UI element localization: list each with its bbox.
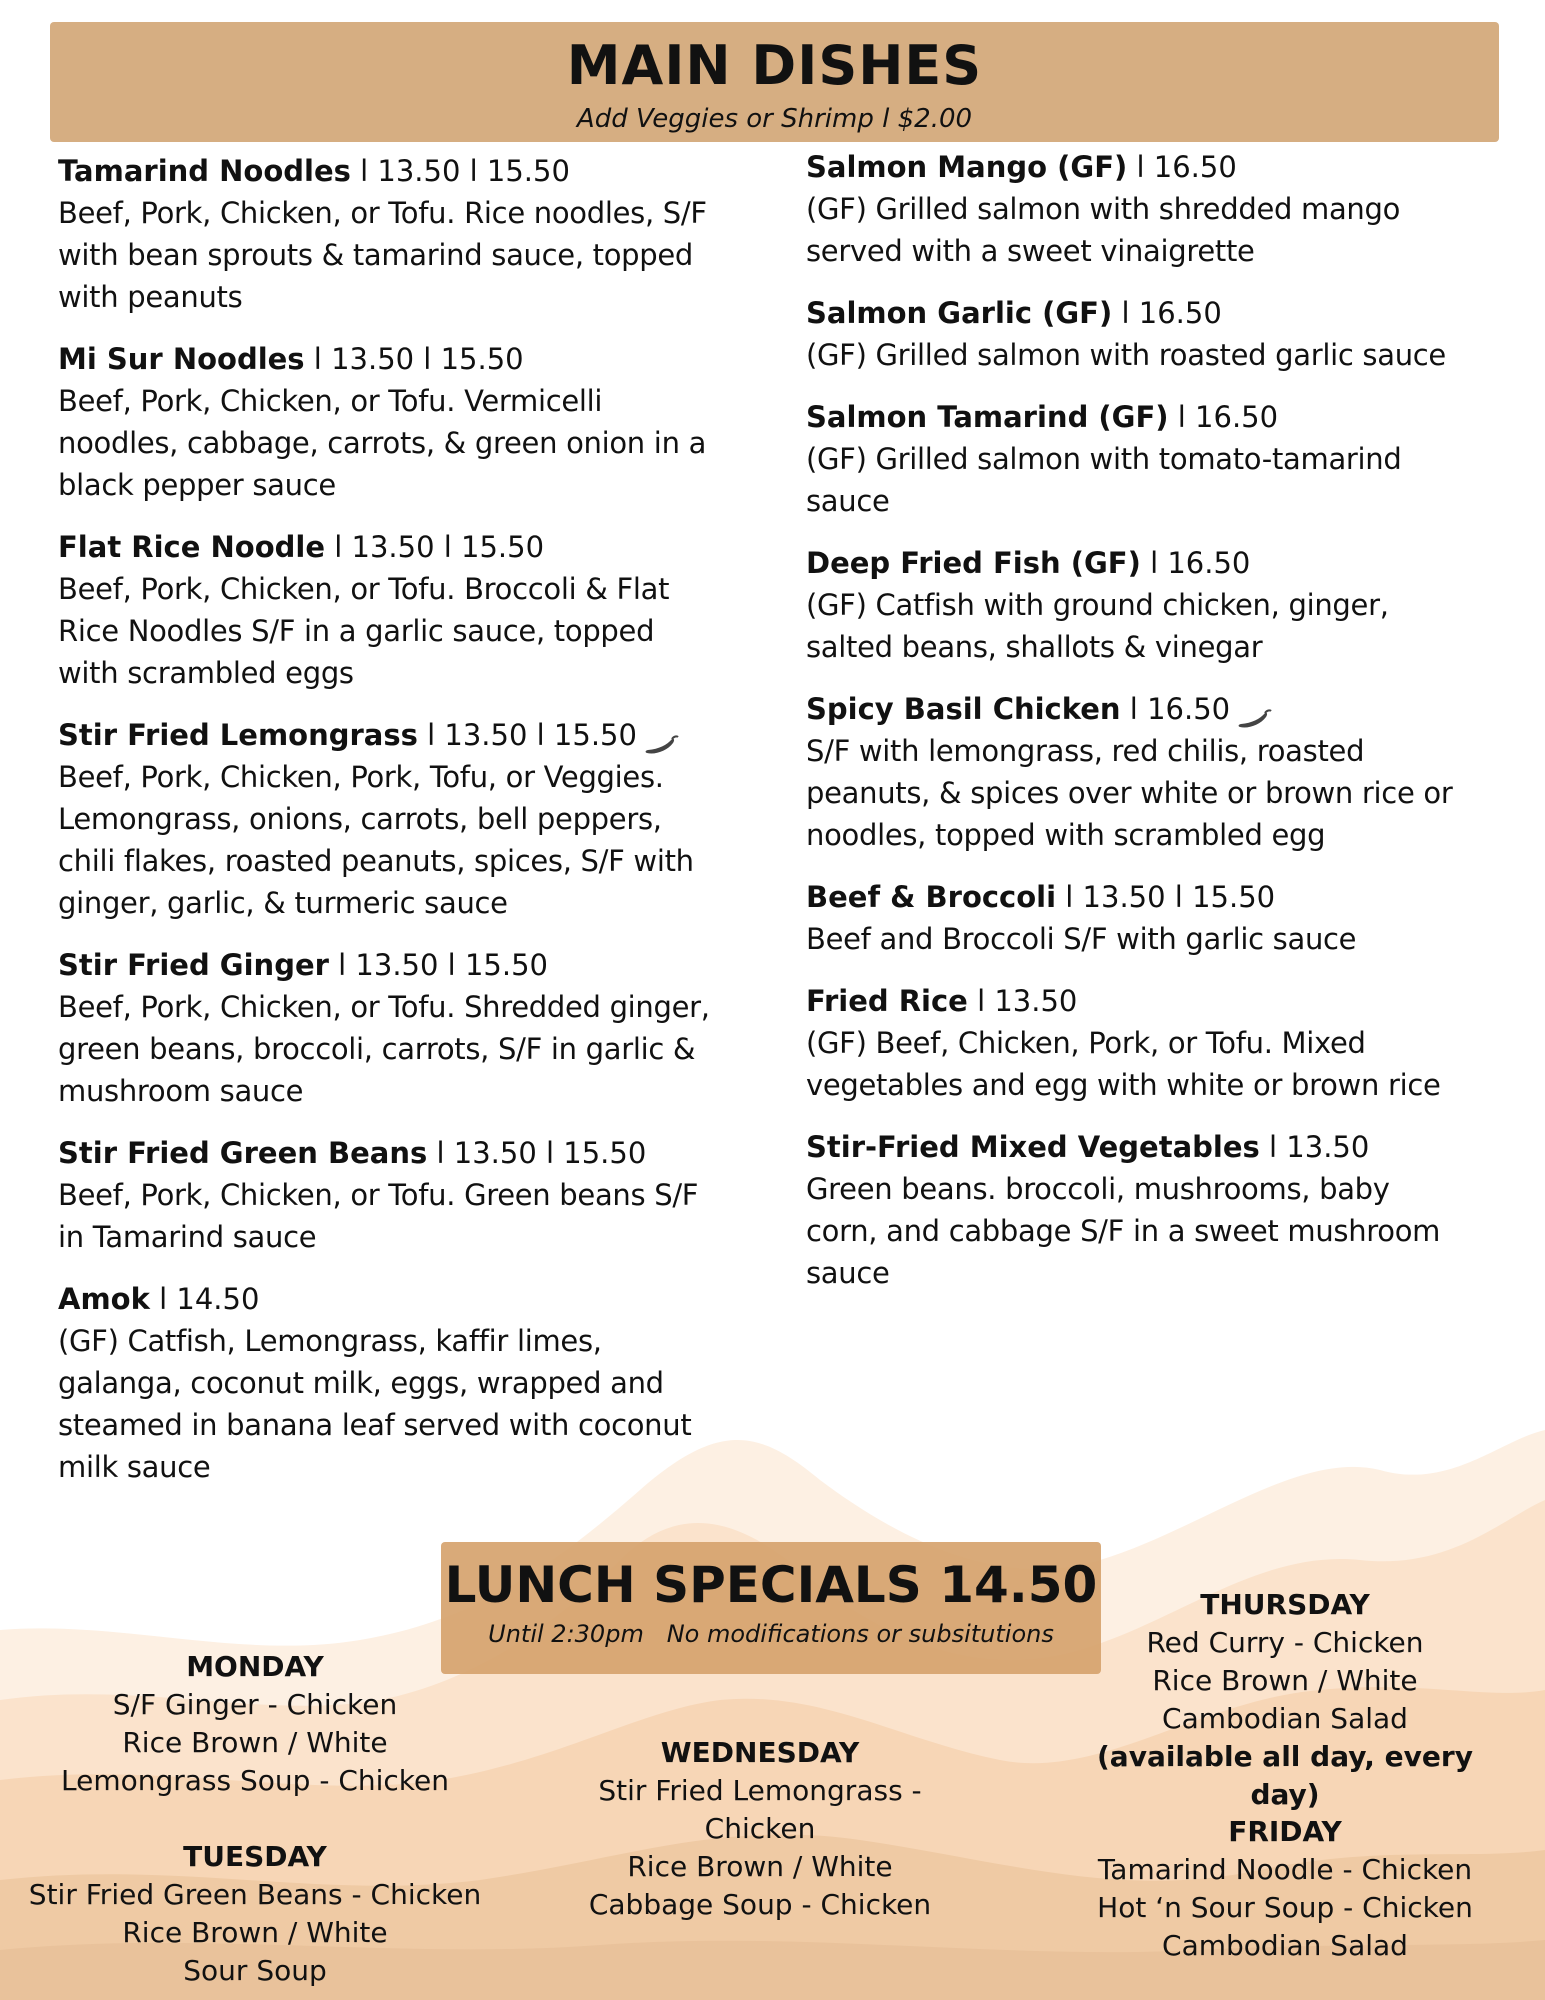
dish-description-line: (GF) Catfish, Lemongrass, kaffir limes, xyxy=(58,1324,602,1358)
dish-description-line: noodles, cabbage, carrots, & green onion in a xyxy=(58,426,707,460)
day-line: Hot ‘n Sour Soup - Chicken xyxy=(1097,1891,1473,1924)
lunch-specials-title: LUNCH SPECIALS 14.50 xyxy=(444,1556,1098,1614)
day-line: Cambodian Salad xyxy=(1162,1929,1408,1962)
dish-description-line: (GF) Grilled salmon with shredded mango xyxy=(806,192,1401,226)
lunch-specials-note: Until 2:30pm No modifications or subsitutions xyxy=(488,1620,1054,1648)
dish-description-line: (GF) Grilled salmon with tomato-tamarind xyxy=(806,442,1402,476)
day-note: (available all day, every day) xyxy=(1097,1740,1473,1811)
dish-heading xyxy=(58,338,768,380)
dish-heading xyxy=(806,1126,1506,1168)
dish-description-line: sauce xyxy=(806,484,890,518)
dish-name: Mi Sur Noodles xyxy=(58,342,305,376)
dish-price: l 13.50 l 15.50 xyxy=(417,718,637,752)
dish-description-line: with bean sprouts & tamarind sauce, topped xyxy=(58,238,694,272)
dish-name: Salmon Mango (GF) xyxy=(806,150,1128,184)
right-dish-column xyxy=(806,146,1506,1314)
dish-price: l 16.50 xyxy=(1120,692,1231,726)
dish-item xyxy=(806,980,1506,1106)
dish-item xyxy=(58,944,768,1112)
dish-name: Beef & Broccoli xyxy=(806,880,1057,914)
dish-description-line: with scrambled eggs xyxy=(58,656,354,690)
main-dishes-header xyxy=(50,22,1499,142)
day-tuesday xyxy=(10,1838,500,1990)
dish-description-line: served with a sweet vinaigrette xyxy=(806,234,1255,268)
dish-item xyxy=(58,150,768,318)
dish-name: Salmon Tamarind (GF) xyxy=(806,400,1169,434)
dish-description-line: Beef and Broccoli S/F with garlic sauce xyxy=(806,922,1357,956)
dish-name: Tamarind Noodles xyxy=(58,154,351,188)
day-line: Stir Fried Green Beans - Chicken xyxy=(28,1878,482,1911)
dish-name: Deep Fried Fish (GF) xyxy=(806,546,1141,580)
day-name: TUESDAY xyxy=(183,1840,327,1873)
dish-description-line: Beef, Pork, Chicken, Pork, Tofu, or Veggies. xyxy=(58,760,664,794)
dish-heading xyxy=(806,688,1506,730)
dish-price: l 13.50 l 15.50 xyxy=(427,1136,647,1170)
left-dish-column xyxy=(58,150,768,1508)
dish-description-line: chili flakes, roasted peanuts, spices, S/F with xyxy=(58,844,694,878)
dish-price: l 16.50 xyxy=(1168,400,1279,434)
dish-description-line: Lemongrass, onions, carrots, bell peppers, xyxy=(58,802,662,836)
day-line: Cabbage Soup - Chicken xyxy=(588,1888,932,1921)
day-line: Rice Brown / White xyxy=(1152,1664,1418,1697)
dish-description-line: with peanuts xyxy=(58,280,243,314)
dish-description-line: green beans, broccoli, carrots, S/F in garlic & xyxy=(58,1032,696,1066)
dish-heading xyxy=(806,876,1506,918)
dish-description-line: salted beans, shallots & vinegar xyxy=(806,630,1263,664)
dish-description-line: mushroom sauce xyxy=(58,1074,304,1108)
dish-price: l 13.50 l 15.50 xyxy=(325,530,545,564)
dish-name: Spicy Basil Chicken xyxy=(806,692,1121,726)
day-line: Rice Brown / White xyxy=(122,1916,388,1949)
chili-pepper-icon xyxy=(1238,700,1272,722)
dish-heading xyxy=(58,150,768,192)
dish-price: l 14.50 xyxy=(149,1282,260,1316)
dish-heading xyxy=(58,944,768,986)
dish-item xyxy=(806,396,1506,522)
dish-description-line: steamed in banana leaf served with coconut xyxy=(58,1408,692,1442)
dish-heading xyxy=(806,396,1506,438)
dish-name: Stir-Fried Mixed Vegetables xyxy=(806,1130,1260,1164)
dish-price: l 16.50 xyxy=(1112,296,1222,330)
page-title: MAIN DISHES xyxy=(566,34,983,97)
day-line: Rice Brown / White xyxy=(122,1726,388,1759)
dish-price: l 13.50 l 15.50 xyxy=(1056,880,1276,914)
dish-description-line: Green beans. broccoli, mushrooms, baby xyxy=(806,1172,1390,1206)
dish-description-line: Beef, Pork, Chicken, or Tofu. Green beans S/F xyxy=(58,1178,699,1212)
dish-price: l 13.50 l 15.50 xyxy=(304,342,524,376)
dish-description-line: (GF) Beef, Chicken, Pork, or Tofu. Mixed xyxy=(806,1026,1366,1060)
dish-item xyxy=(58,1132,768,1258)
dish-description-line: Beef, Pork, Chicken, or Tofu. Rice noodles, S/F xyxy=(58,196,707,230)
day-line: Lemongrass Soup - Chicken xyxy=(61,1764,449,1797)
day-line: Stir Fried Lemongrass - xyxy=(598,1774,922,1807)
dish-description-line: Beef, Pork, Chicken, or Tofu. Vermicelli xyxy=(58,384,603,418)
dish-description-line: ginger, garlic, & turmeric sauce xyxy=(58,886,508,920)
dish-description-line: Beef, Pork, Chicken, or Tofu. Broccoli & Flat xyxy=(58,572,670,606)
dish-description-line: S/F with lemongrass, red chilis, roasted xyxy=(806,734,1365,768)
dish-description-line: (GF) Catfish with ground chicken, ginger, xyxy=(806,588,1389,622)
day-line: Rice Brown / White xyxy=(627,1850,893,1883)
day-line: Cambodian Salad xyxy=(1162,1702,1408,1735)
dish-description-line: galanga, coconut milk, eggs, wrapped and xyxy=(58,1366,664,1400)
dish-price: l 13.50 xyxy=(967,984,1078,1018)
dish-item xyxy=(58,1278,768,1488)
dish-heading xyxy=(806,542,1506,584)
page-subtitle: Add Veggies or Shrimp l $2.00 xyxy=(576,104,973,134)
chili-pepper-icon xyxy=(645,726,679,748)
day-name: FRIDAY xyxy=(1228,1815,1342,1848)
dish-item xyxy=(806,542,1506,668)
dish-description-line: corn, and cabbage S/F in a sweet mushroom xyxy=(806,1214,1441,1248)
day-friday xyxy=(1070,1813,1500,1965)
dish-description-line: noodles, topped with scrambled egg xyxy=(806,818,1326,852)
dish-name: Fried Rice xyxy=(806,984,968,1018)
dish-price: l 13.50 l 15.50 xyxy=(328,948,548,982)
day-wednesday xyxy=(560,1734,960,1924)
dish-description-line: sauce xyxy=(806,1256,890,1290)
dish-item xyxy=(806,876,1506,960)
dish-heading xyxy=(58,526,768,568)
dish-heading xyxy=(806,292,1506,334)
dish-heading xyxy=(58,1132,768,1174)
day-line: Red Curry - Chicken xyxy=(1146,1626,1424,1659)
dish-price: l 13.50 xyxy=(1259,1130,1370,1164)
dish-name: Stir Fried Ginger xyxy=(58,948,329,982)
dish-price: l 13.50 l 15.50 xyxy=(350,154,570,188)
dish-description-line: (GF) Grilled salmon with roasted garlic sauce xyxy=(806,338,1446,372)
dish-name: Flat Rice Noodle xyxy=(58,530,325,564)
dish-price: l 16.50 xyxy=(1127,150,1237,184)
dish-name: Stir Fried Lemongrass xyxy=(58,718,418,752)
dish-item xyxy=(58,714,768,924)
day-name: THURSDAY xyxy=(1200,1588,1370,1621)
dish-item xyxy=(806,688,1506,856)
dish-description-line: Beef, Pork, Chicken, or Tofu. Shredded ginger, xyxy=(58,990,710,1024)
day-thursday xyxy=(1070,1586,1500,1814)
dish-description-line: Rice Noodles S/F in a garlic sauce, topped xyxy=(58,614,655,648)
day-line: Sour Soup xyxy=(183,1954,327,1987)
dish-name: Salmon Garlic (GF) xyxy=(806,296,1113,330)
dish-item xyxy=(806,1126,1506,1294)
dish-heading xyxy=(806,146,1506,188)
dish-description-line: vegetables and egg with white or brown rice xyxy=(806,1068,1441,1102)
dish-item xyxy=(58,338,768,506)
day-line: Tamarind Noodle - Chicken xyxy=(1097,1853,1473,1886)
day-monday xyxy=(40,1648,470,1800)
dish-heading xyxy=(58,714,768,756)
dish-item xyxy=(806,292,1506,376)
dish-price: l 16.50 xyxy=(1140,546,1251,580)
dish-name: Amok xyxy=(58,1282,150,1316)
dish-description-line: black pepper sauce xyxy=(58,468,336,502)
dish-heading xyxy=(58,1278,768,1320)
dish-description-line: milk sauce xyxy=(58,1450,211,1484)
dish-name: Stir Fried Green Beans xyxy=(58,1136,428,1170)
lunch-specials-banner xyxy=(441,1542,1101,1674)
dish-item xyxy=(806,146,1506,272)
dish-description-line: peanuts, & spices over white or brown rice or xyxy=(806,776,1453,810)
dish-description-line: in Tamarind sauce xyxy=(58,1220,317,1254)
dish-item xyxy=(58,526,768,694)
day-name: MONDAY xyxy=(186,1650,324,1683)
day-line: S/F Ginger - Chicken xyxy=(112,1688,398,1721)
day-name: WEDNESDAY xyxy=(660,1736,860,1769)
day-line: Chicken xyxy=(704,1812,816,1845)
dish-heading xyxy=(806,980,1506,1022)
